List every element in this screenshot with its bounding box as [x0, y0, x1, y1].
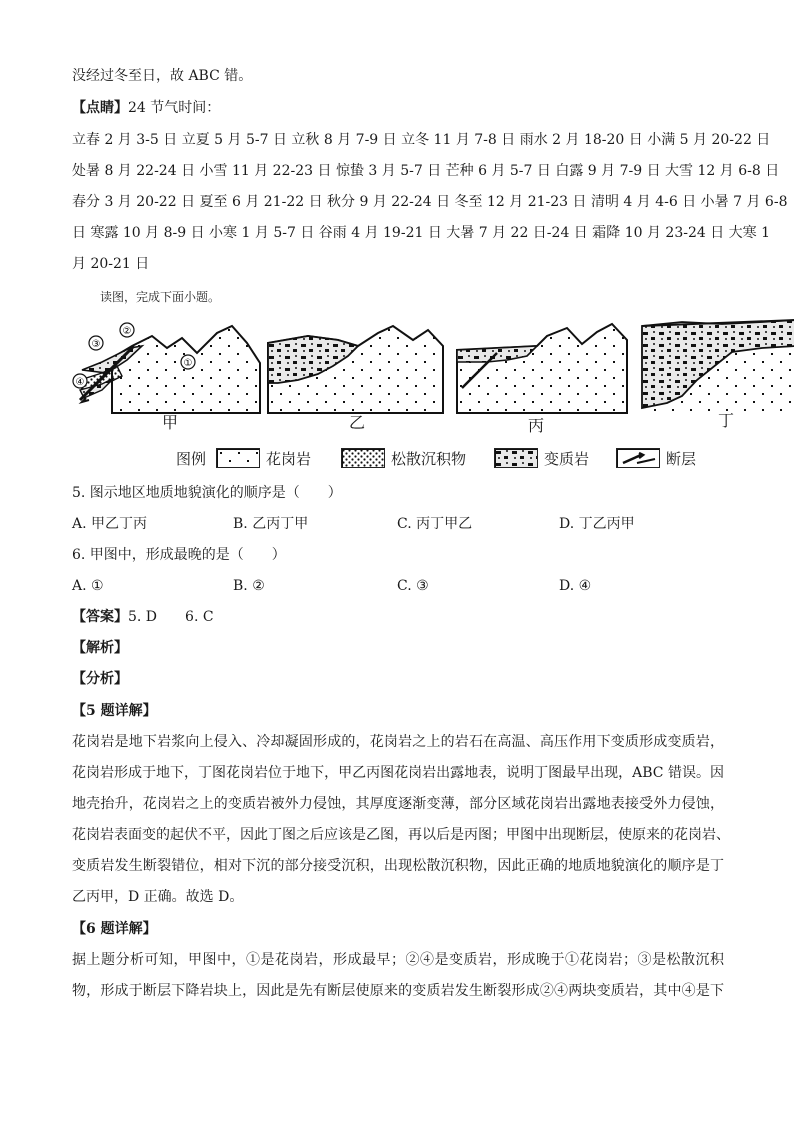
q6-stem: 6. 甲图中，形成最晚的是（ ）: [72, 547, 286, 563]
legend-item-granite: [216, 445, 311, 471]
panel-yi-diagram: [268, 326, 443, 413]
analysis-label: 【解析】: [72, 640, 128, 656]
granite-swatch-icon: [216, 448, 260, 468]
q5-option-a: A. 甲乙丁丙: [72, 516, 148, 532]
legend-title: 图例: [176, 449, 207, 468]
answer-label: 【答案】: [72, 609, 128, 625]
figure-legend: [176, 445, 716, 471]
legend-label: 松散沉积物: [391, 449, 467, 468]
tip-heading: [72, 98, 220, 118]
q5-option-b: B. 乙丙丁甲: [233, 516, 309, 532]
svg-text:②: ②: [122, 326, 132, 337]
q5-detail-line: 花岗岩形成于地下，丁图花岗岩位于地下，甲乙丙图花岗岩出露地表，说明丁图最早出现，ABC 错误。因: [72, 765, 724, 781]
legend-item-fault: [616, 445, 696, 471]
solar-term-line: 立春 2 月 3-5 日 立夏 5 月 5-7 日 立秋 8 月 7-9 日 立冬 11 月 7-8 日 雨水 2 月 18-20 日 小满 5 月 20-22 日: [72, 132, 771, 148]
q5-detail-line: 地壳抬升，花岗岩之上的变质岩被外力侵蚀，其厚度逐渐变薄，部分区域花岗岩出露地表接受外力侵蚀，: [72, 796, 724, 812]
solar-term-line: 月 20-21 日: [72, 256, 150, 272]
q6-option-c: C. ③: [397, 578, 429, 594]
panel-bing-diagram: [457, 324, 627, 413]
svg-text:④: ④: [75, 377, 85, 388]
figure-instruction: 读图，完成下面小题。: [100, 290, 221, 304]
geology-panels: [72, 318, 794, 443]
q5-detail-line: 乙丙甲，D 正确。故选 D。: [72, 889, 244, 905]
sediment-swatch-icon: [341, 448, 385, 468]
legend-item-metamorphic: [494, 445, 589, 471]
panel-label-jia: 甲: [162, 413, 179, 432]
panel-ding-diagram: [642, 320, 794, 413]
q6-detail-line: 据上题分析可知，甲图中，①是花岗岩，形成最早；②④是变质岩，形成晚于①花岗岩；③是松散沉积: [72, 952, 724, 968]
svg-text:①: ①: [183, 358, 193, 369]
q6-option-b: B. ②: [233, 578, 265, 594]
carry-over-line: 没经过冬至日，故 ABC 错。: [72, 68, 253, 84]
legend-label: 断层: [666, 449, 697, 468]
legend-label: 花岗岩: [266, 449, 312, 468]
q5-option-d: D. 丁乙丙甲: [559, 516, 635, 532]
metamorphic-swatch-icon: [494, 448, 538, 468]
tip-title: 24 节气时间：: [128, 100, 221, 116]
panel-label-bing: 丙: [528, 416, 545, 435]
answer-line: [72, 607, 214, 627]
q5-detail-line: 花岗岩表面变的起伏不平，因此丁图之后应该是乙图，再以后是丙图；甲图中出现断层，使原来的花岗岩、: [72, 827, 730, 843]
fault-swatch-icon: [616, 448, 660, 468]
legend-title-item: [176, 445, 206, 471]
q5-detail-label: 【5 题详解】: [72, 703, 157, 719]
answer-text: 5. D 6. C: [128, 609, 214, 625]
q5-option-c: C. 丙丁甲乙: [397, 516, 473, 532]
solar-term-line: 春分 3 月 20-22 日 夏至 6 月 21-22 日 秋分 9 月 22-24 日 冬至 12 月 21-23 日 清明 4 月 4-6 日 小暑 7 月 6-8: [72, 194, 788, 210]
q6-option-d: D. ④: [559, 578, 592, 594]
q5-stem: 5. 图示地区地质地貌演化的顺序是（ ）: [72, 485, 342, 501]
q6-detail-label: 【6 题详解】: [72, 921, 157, 937]
solar-term-line: 处暑 8 月 22-24 日 小雪 11 月 22-23 日 惊蛰 3 月 5-7 日 芒种 6 月 5-7 日 白露 9 月 7-9 日 大雪 12 月 6-8 日: [72, 163, 780, 179]
tip-label: 【点睛】: [72, 100, 128, 116]
fenxi-label: 【分析】: [72, 671, 128, 687]
panel-jia-diagram: [73, 323, 260, 413]
svg-text:③: ③: [91, 339, 101, 350]
solar-term-line: 日 寒露 10 月 8-9 日 小寒 1 月 5-7 日 谷雨 4 月 19-21 日 大暑 7 月 22 日-24 日 霜降 10 月 23-24 日 大寒 1: [72, 225, 771, 241]
q5-detail-line: 变质岩发生断裂错位，相对下沉的部分接受沉积，出现松散沉积物，因此正确的地质地貌演化的顺序是丁: [72, 858, 724, 874]
legend-label: 变质岩: [544, 449, 590, 468]
q5-detail-line: 花岗岩是地下岩浆向上侵入、冷却凝固形成的，花岗岩之上的岩石在高温、高压作用下变质形成变质岩，: [72, 734, 724, 750]
panel-label-yi: 乙: [349, 413, 366, 432]
panel-label-ding: 丁: [718, 411, 735, 430]
q6-detail-line: 物，形成于断层下降岩块上，因此是先有断层使原来的变质岩发生断裂形成②④两块变质岩，其中④是下: [72, 983, 724, 999]
q6-option-a: A. ①: [72, 578, 104, 594]
legend-item-sediment: [341, 445, 466, 471]
